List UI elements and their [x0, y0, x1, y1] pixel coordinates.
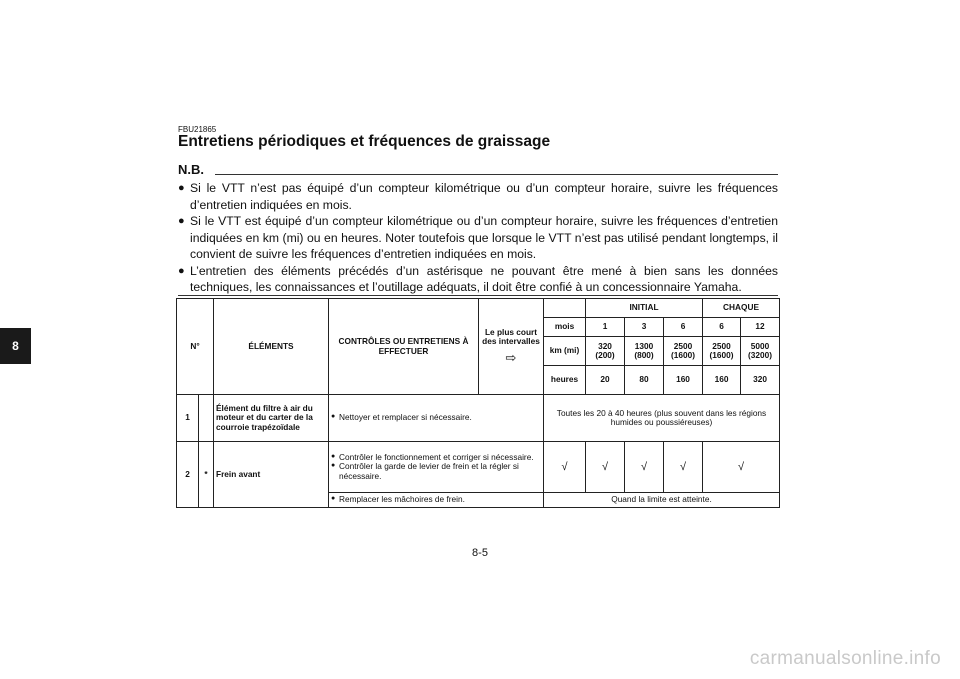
chapter-tab: 8 — [0, 328, 31, 364]
page-title: Entretiens périodiques et fréquences de graissage — [178, 133, 551, 150]
header-elements: ÉLÉMENTS — [214, 299, 329, 395]
header-shortest-interval — [479, 299, 544, 395]
bullet-icon: ● — [331, 453, 336, 461]
row-control — [329, 395, 544, 442]
check-mark: √ — [703, 442, 780, 493]
nb-label: N.B. — [178, 162, 204, 177]
row-control — [329, 493, 544, 508]
check-mark: √ — [625, 442, 664, 493]
hours-value: 20 — [586, 366, 625, 395]
bullet-icon: ● — [331, 413, 336, 421]
hours-value: 320 — [741, 366, 780, 395]
note-text: L’entretien des éléments précédés d’un astérisque ne pouvant être mené à bien sans les données techniques, les connaissances et l’outillage adéquats, il doit être confié à un concessionnaire Yamaha. — [190, 263, 778, 294]
arrow-right-icon: ⇨ — [505, 349, 517, 365]
header-number: N° — [177, 299, 214, 395]
header-row-1 — [177, 299, 780, 318]
months-value: 6 — [703, 318, 741, 337]
maintenance-table — [176, 298, 780, 508]
header-blank-cell — [544, 299, 586, 318]
note-item — [178, 263, 778, 296]
header-every: CHAQUE — [703, 299, 780, 318]
note-item — [178, 213, 778, 263]
km-value: 2500 (1600) — [664, 337, 703, 366]
control-text: Nettoyer et remplacer si nécessaire. — [339, 412, 472, 423]
control-text: Contrôler la garde de levier de frein et la régler si nécessaire. — [339, 461, 519, 481]
table-row — [177, 442, 780, 493]
row-star: * — [199, 442, 214, 508]
notes-list — [178, 180, 778, 296]
hours-value: 80 — [625, 366, 664, 395]
header-shortest-text: Le plus court des intervalles — [482, 326, 540, 347]
km-value: 5000 (3200) — [741, 337, 780, 366]
check-mark: √ — [586, 442, 625, 493]
note-text: Si le VTT est équipé d’un compteur kilométrique ou d’un compteur horaire, suivre les fréquences d’entretien indiquées en km (mi) ou en heures. Noter toutefois que lorsque le VTT n’est pas utilisé pendant longtemps, il convient de suivre les fréquences d’entretien indiquées en mois. — [190, 214, 778, 261]
km-value: 320 (200) — [586, 337, 625, 366]
months-value: 1 — [586, 318, 625, 337]
months-value: 6 — [664, 318, 703, 337]
watermark: carmanualsonline.info — [749, 648, 941, 669]
row-number: 2 — [177, 442, 199, 508]
check-mark: √ — [544, 442, 586, 493]
bullet-icon: ● — [178, 215, 185, 227]
row-interval-note: Quand la limite est atteinte. — [544, 493, 780, 508]
nb-header — [178, 163, 778, 177]
control-text: Remplacer les mâchoires de frein. — [339, 494, 465, 505]
row-number: 1 — [177, 395, 199, 442]
row-element: Élément du filtre à air du moteur et du carter de la courroie trapézoïdale — [214, 395, 329, 442]
row-interval-note: Toutes les 20 à 40 heures (plus souvent dans les régions humides ou poussiéreuses) — [544, 395, 780, 442]
km-value: 2500 (1600) — [703, 337, 741, 366]
bullet-icon: ● — [331, 495, 336, 503]
control-text: Contrôler le fonctionnement et corriger si nécessaire. — [339, 452, 534, 463]
bullet-icon: ● — [178, 182, 185, 194]
row-element: Frein avant — [214, 442, 329, 508]
label-hours: heures — [544, 366, 586, 395]
row-star — [199, 395, 214, 442]
label-km: km (mi) — [544, 337, 586, 366]
label-months: mois — [544, 318, 586, 337]
months-value: 3 — [625, 318, 664, 337]
months-value: 12 — [741, 318, 780, 337]
bullet-icon: ● — [178, 264, 185, 277]
row-control — [329, 442, 544, 493]
document-code: FBU21865 — [178, 125, 217, 134]
header-initial: INITIAL — [586, 299, 703, 318]
hours-value: 160 — [703, 366, 741, 395]
note-item — [178, 180, 778, 213]
bullet-icon: ● — [331, 462, 336, 470]
notes-end-divider — [178, 295, 778, 296]
table-row — [177, 395, 780, 442]
check-mark: √ — [664, 442, 703, 493]
page-number: 8-5 — [472, 547, 488, 559]
nb-divider — [215, 174, 778, 175]
km-value: 1300 (800) — [625, 337, 664, 366]
header-controls: CONTRÔLES OU ENTRETIENS À EFFECTUER — [329, 299, 479, 395]
note-text: Si le VTT n’est pas équipé d’un compteur kilométrique ou d’un compteur horaire, suivre les fréquences d’entretien indiquées en mois. — [190, 181, 778, 212]
hours-value: 160 — [664, 366, 703, 395]
